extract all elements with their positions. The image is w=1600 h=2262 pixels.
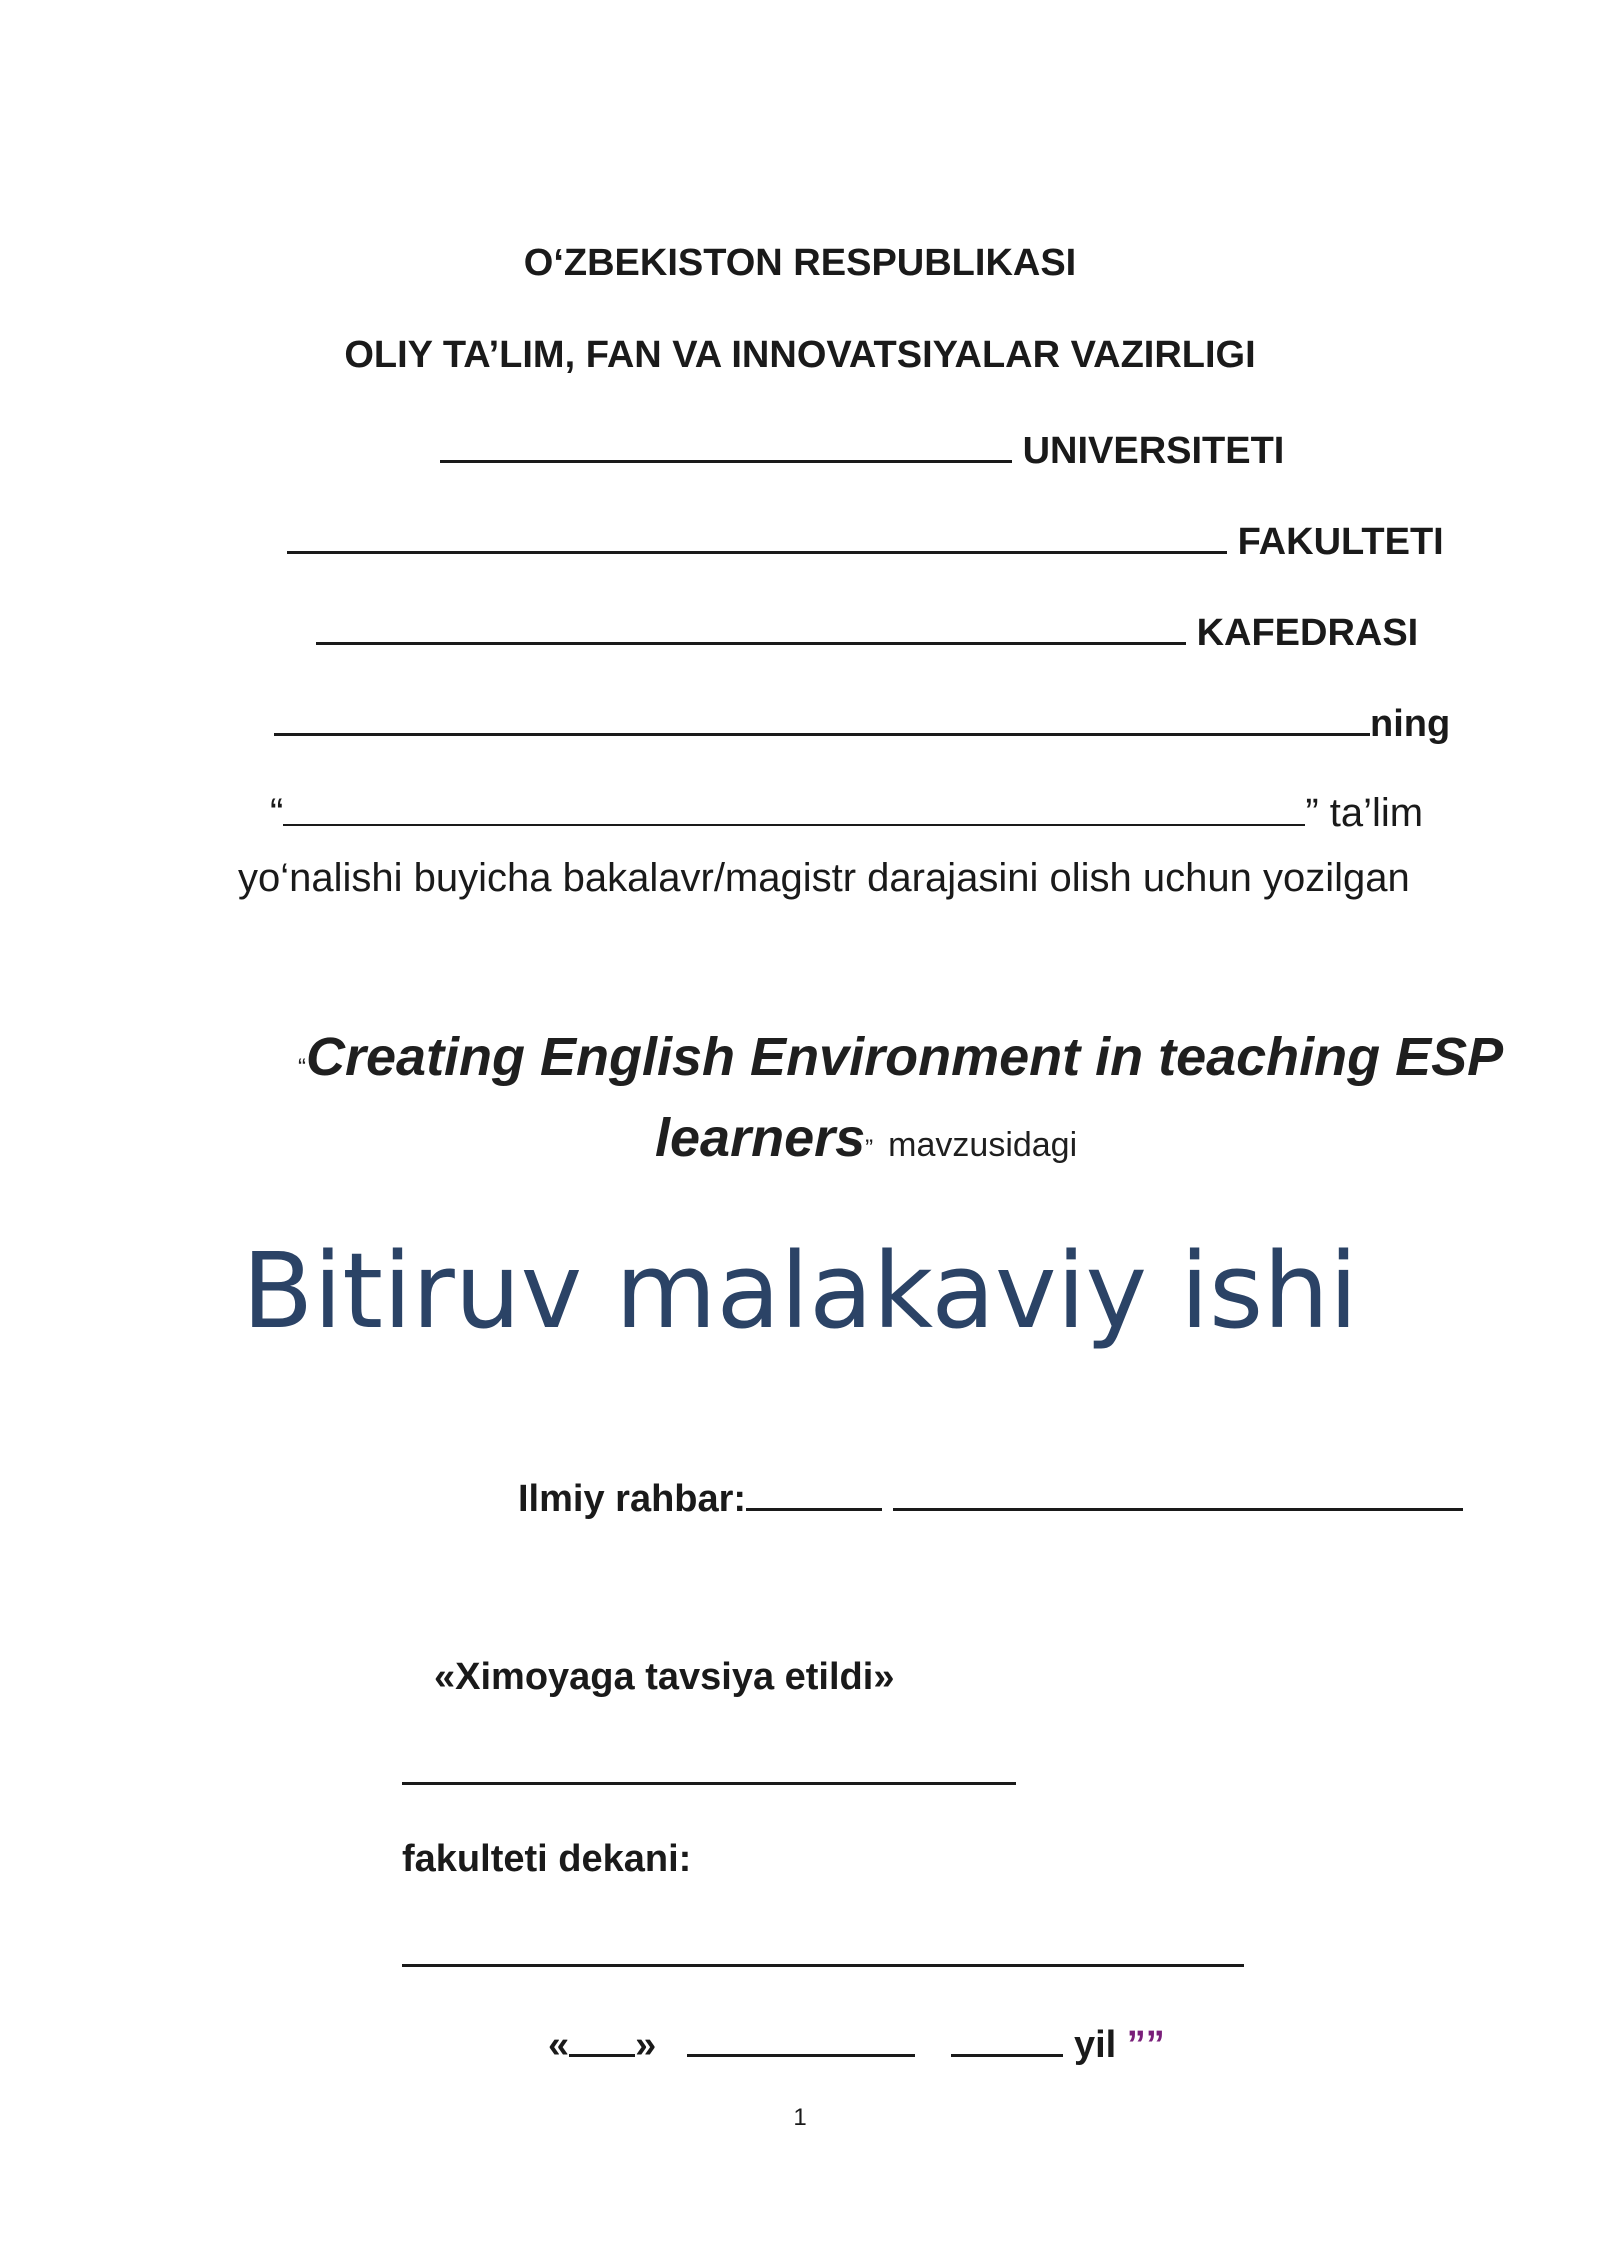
faculty-blank bbox=[287, 517, 1227, 554]
supervisor-label: Ilmiy rahbar: bbox=[518, 1478, 747, 1520]
university-line bbox=[440, 426, 1284, 473]
recommended-text: «Ximoyaga tavsiya etildi» bbox=[434, 1656, 895, 1698]
ministry-country-line: O‘ZBEKISTON RESPUBLIKASI bbox=[523, 242, 1077, 284]
topic-line-1 bbox=[298, 1026, 1503, 1088]
department-line bbox=[316, 608, 1418, 655]
work-type-title: Bitiruv malakaviy ishi bbox=[242, 1230, 1358, 1352]
degree-line: yo‘nalishi buyicha bakalavr/magistr darajasini olish uchun yozilgan bbox=[238, 856, 1410, 900]
day-blank bbox=[569, 2020, 635, 2057]
dean-blank-line bbox=[402, 1930, 1244, 1977]
student-line bbox=[274, 699, 1450, 746]
approval-blank-line bbox=[402, 1748, 1016, 1795]
faculty-line bbox=[287, 517, 1444, 564]
topic-suffix: mavzusidagi bbox=[888, 1126, 1078, 1164]
topic-title-part2: learners bbox=[655, 1108, 866, 1168]
dean-blank bbox=[402, 1930, 1244, 1967]
department-blank bbox=[316, 608, 1186, 645]
date-line bbox=[548, 2020, 1165, 2067]
university-blank bbox=[440, 426, 1012, 463]
supervisor-blank-long bbox=[893, 1474, 1463, 1511]
supervisor-line bbox=[518, 1474, 1463, 1521]
direction-open-quote: “ bbox=[270, 791, 284, 835]
direction-line bbox=[270, 790, 1423, 836]
topic-close-quote: ” bbox=[865, 1135, 874, 1162]
direction-suffix: ” ta’lim bbox=[1305, 791, 1424, 835]
direction-blank bbox=[283, 790, 1305, 826]
ministry-name-line: OLIY TA’LIM, FAN VA INNOVATSIYALAR VAZIRLIGI bbox=[344, 334, 1256, 376]
year-label: yil bbox=[1073, 2024, 1117, 2066]
approval-blank bbox=[402, 1748, 1016, 1785]
faculty-label: FAKULTETI bbox=[1237, 521, 1444, 563]
university-label: UNIVERSITETI bbox=[1022, 430, 1285, 472]
topic-open-quote: “ bbox=[298, 1054, 306, 1081]
ning-label: ning bbox=[1370, 703, 1451, 745]
month-blank bbox=[687, 2020, 915, 2057]
student-blank bbox=[274, 699, 1370, 736]
supervisor-blank-short bbox=[746, 1474, 882, 1511]
topic-line-2 bbox=[655, 1107, 1077, 1169]
date-open: « bbox=[548, 2024, 570, 2066]
year-blank bbox=[951, 2020, 1063, 2057]
topic-title-part1: Creating English Environment in teaching ESP bbox=[306, 1027, 1504, 1087]
department-label: KAFEDRASI bbox=[1196, 612, 1419, 654]
trailing-quotes: ”” bbox=[1126, 2024, 1165, 2066]
dean-label: fakulteti dekani: bbox=[402, 1838, 692, 1880]
page-number: 1 bbox=[793, 2104, 807, 2131]
date-close: » bbox=[635, 2024, 657, 2066]
